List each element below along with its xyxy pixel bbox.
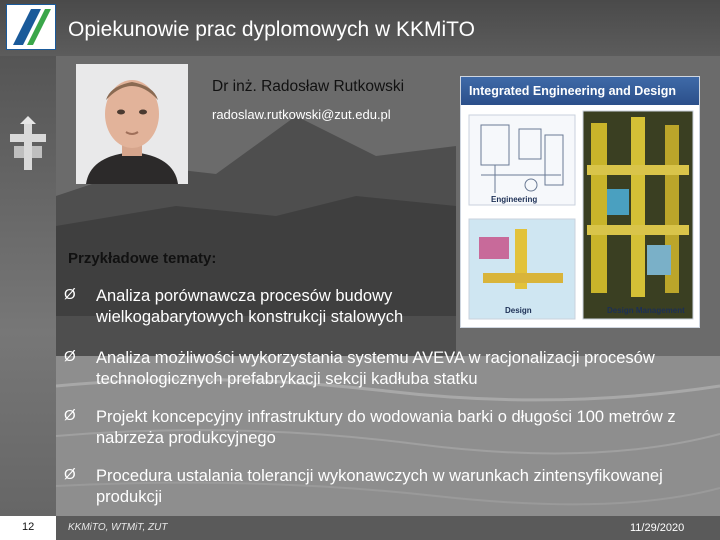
footer-date: 11/29/2020	[630, 522, 685, 534]
footer-bar	[0, 516, 720, 540]
header-bar	[0, 0, 720, 56]
supervisor-email-link[interactable]: radoslaw.rutkowski@zut.edu.pl	[212, 107, 391, 122]
aveva-image-header	[461, 77, 699, 105]
university-logo	[6, 4, 56, 50]
topic-text: Projekt koncepcyjny infrastruktury do wodowania barki o długości 100 metrów z nabrzeża produkcyjnego	[96, 408, 676, 447]
aveva-label-engineering: Engineering	[491, 195, 538, 204]
footer-organization: KKMiTO, WTMiT, ZUT	[68, 522, 168, 533]
aveva-design-illustration	[461, 105, 699, 327]
page-number: 12	[22, 521, 35, 533]
bullet-arrow-icon: Ø	[64, 466, 76, 483]
left-sidebar	[0, 56, 56, 516]
department-emblem-icon	[6, 116, 50, 176]
aveva-image-title: Integrated Engineering and Design	[469, 84, 676, 98]
aveva-label-design: Design	[505, 306, 532, 315]
supervisor-photo	[76, 64, 188, 184]
topic-text: Analiza możliwości wykorzystania systemu AVEVA w racjonalizacji procesów technologicznych prefabrykacji sekcji kadłuba statku	[96, 349, 655, 388]
aveva-integrated-design-image	[460, 76, 700, 328]
topic-text: Procedura ustalania tolerancji wykonawczych w warunkach zintensyfikowanej produkcji	[96, 467, 663, 506]
slide-title: Opiekunowie prac dyplomowych w KKMiTO	[68, 18, 475, 41]
supervisor-name: Dr inż. Radosław Rutkowski	[212, 78, 405, 95]
topics-heading: Przykładowe tematy:	[68, 250, 217, 267]
aveva-label-design-management: Design Management	[607, 306, 685, 315]
bullet-arrow-icon: Ø	[64, 348, 76, 365]
topic-text: Analiza porównawcza procesów budowy wielkogabarytowych konstrukcji stalowych	[96, 287, 404, 326]
page-number-box	[0, 516, 56, 540]
bullet-arrow-icon: Ø	[64, 286, 76, 303]
bullet-arrow-icon: Ø	[64, 407, 76, 424]
